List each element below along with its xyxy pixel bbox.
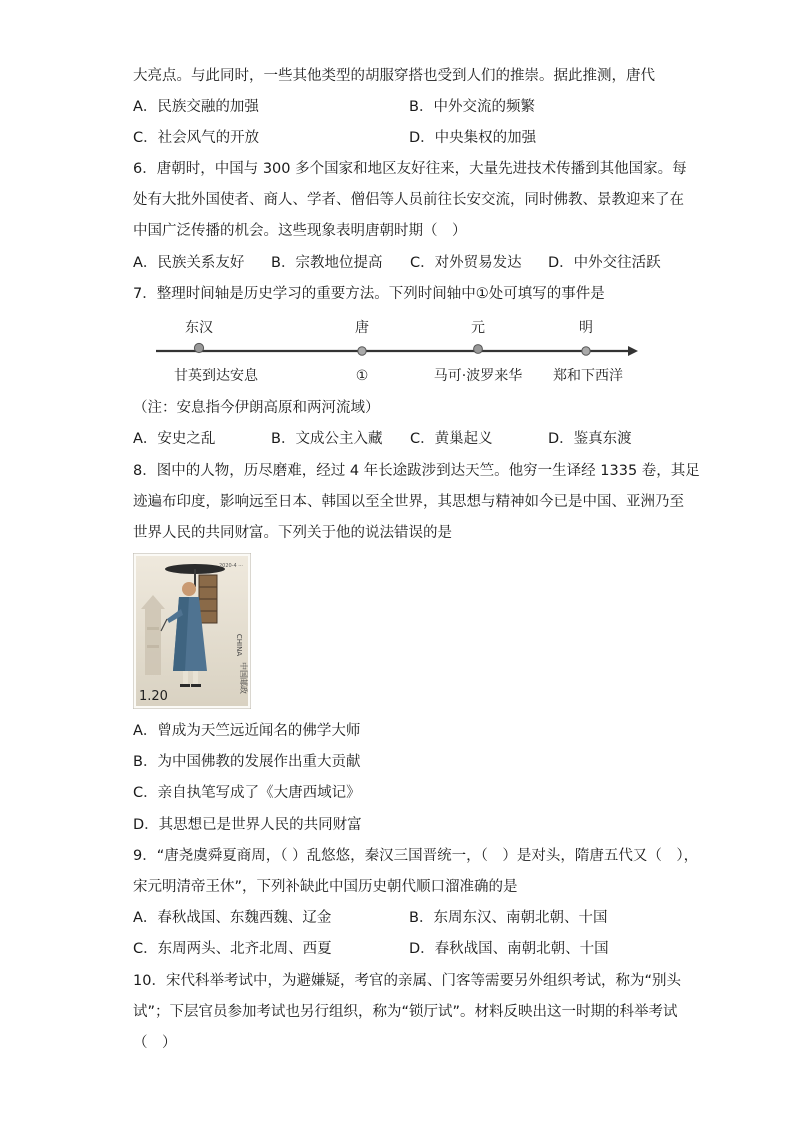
q9-option-c: C．东周两头、北齐北周、西夏 (133, 941, 332, 957)
timeline-event-marcopolo: 马可·波罗来华 (433, 368, 523, 384)
timeline-event-blank: ① (355, 368, 369, 384)
stamp-value: 1.20 (139, 689, 168, 704)
q9-option-b: B．东周东汉、南朝北朝、十国 (409, 910, 608, 926)
q8-stem-line-2: 迹遍布印度，影响远至日本、韩国以至全世界，其思想与精神如今已是中国、亚洲乃至 (133, 494, 684, 510)
q9-stem-line-2: 宋元明清帝王休”，下列补缺此中国历史朝代顺口溜准确的是 (133, 879, 518, 895)
timeline-node-ming (582, 347, 590, 355)
q5-option-c: C．社会风气的开放 (133, 130, 260, 146)
timeline-diagram (150, 312, 650, 392)
stamp-post: 中国邮政 (239, 662, 248, 694)
timeline-node-donghan (194, 343, 203, 352)
q7-note: （注：安息指今伊朗高原和两河流域） (133, 400, 380, 416)
q7-option-a: A．安史之乱 (133, 431, 216, 447)
q9-option-a: A．春秋战国、东魏西魏、辽金 (133, 910, 332, 926)
q5-option-d: D．中央集权的加强 (409, 130, 537, 146)
q5-option-a: A．民族交融的加强 (133, 99, 259, 115)
q8-option-b: B．为中国佛教的发展作出重大贡献 (133, 754, 361, 770)
q7-option-c: C．黄巢起义 (410, 431, 493, 447)
q8-stem-line-3: 世界人民的共同财富。下列关于他的说法错误的是 (133, 525, 452, 541)
q7-option-b: B．文成公主入藏 (271, 431, 383, 447)
q9-stem-line-1: 9．“唐尧虞舜夏商周，（ ）乱悠悠，秦汉三国晋统一，（ ）是对头，隋唐五代又（ ）， (133, 848, 699, 864)
timeline-event-zhenghe: 郑和下西洋 (553, 368, 623, 384)
q8-option-d: D．其思想已是世界人民的共同财富 (133, 817, 362, 833)
timeline-dynasty-donghan: 东汉 (185, 320, 213, 336)
q10-stem-line-2: 试”；下层官员参加考试也另行组织，称为“锁厅试”。材料反映出这一时期的科举考试 (133, 1004, 678, 1020)
q6-option-b: B．宗教地位提高 (271, 255, 383, 271)
q8-stem-line-1: 8．图中的人物，历尽磨难，经过 4 年长途跋涉到达天竺。他穷一生译经 1335 卷，其足 (133, 463, 700, 479)
q6-option-a: A．民族关系友好 (133, 255, 245, 271)
q9-option-d: D．春秋战国、南朝北朝、十国 (409, 941, 609, 957)
q6-option-c: C．对外贸易发达 (410, 255, 522, 271)
timeline-dynasty-tang: 唐 (355, 320, 369, 336)
svg-text:2020-4 ···: 2020-4 ··· (218, 563, 244, 569)
timeline-dynasty-yuan: 元 (471, 320, 485, 336)
q8-option-c: C．亲自执笔写成了《大唐西域记》 (133, 785, 361, 801)
stamp-country: CHINA (235, 633, 243, 657)
timeline-event-ganying: 甘英到达安息 (174, 368, 258, 384)
q6-stem-line-3: 中国广泛传播的机会。这些现象表明唐朝时期（ ） (133, 223, 467, 239)
q10-stem-line-3: （ ） (133, 1035, 177, 1051)
timeline-node-yuan (474, 345, 483, 354)
xuanzang-stamp-image (133, 553, 251, 709)
q6-stem-line-1: 6．唐朝时，中国与 300 多个国家和地区友好往来，大量先进技术传播到其他国家。每 (133, 161, 687, 177)
q5-stem-tail: 大亮点。与此同时，一些其他类型的胡服穿搭也受到人们的推崇。据此推测，唐代 (133, 68, 655, 84)
q7-stem: 7．整理时间轴是历史学习的重要方法。下列时间轴中①处可填写的事件是 (133, 286, 605, 302)
q8-option-a: A．曾成为天竺远近闻名的佛学大师 (133, 723, 361, 739)
q10-stem-line-1: 10．宋代科举考试中，为避嫌疑，考官的亲属、门客等需要另外组织考试，称为“别头 (133, 973, 681, 989)
q7-option-d: D．鉴真东渡 (548, 431, 632, 447)
timeline-dynasty-ming: 明 (579, 320, 593, 336)
q5-option-b: B．中外交流的频繁 (409, 99, 535, 115)
timeline-node-tang (358, 347, 366, 355)
q6-stem-line-2: 处有大批外国使者、商人、学者、僧侣等人员前往长安交流，同时佛教、景教迎来了在 (133, 192, 684, 208)
timeline-arrow-icon (628, 346, 638, 356)
q6-option-d: D．中外交往活跃 (548, 255, 661, 271)
